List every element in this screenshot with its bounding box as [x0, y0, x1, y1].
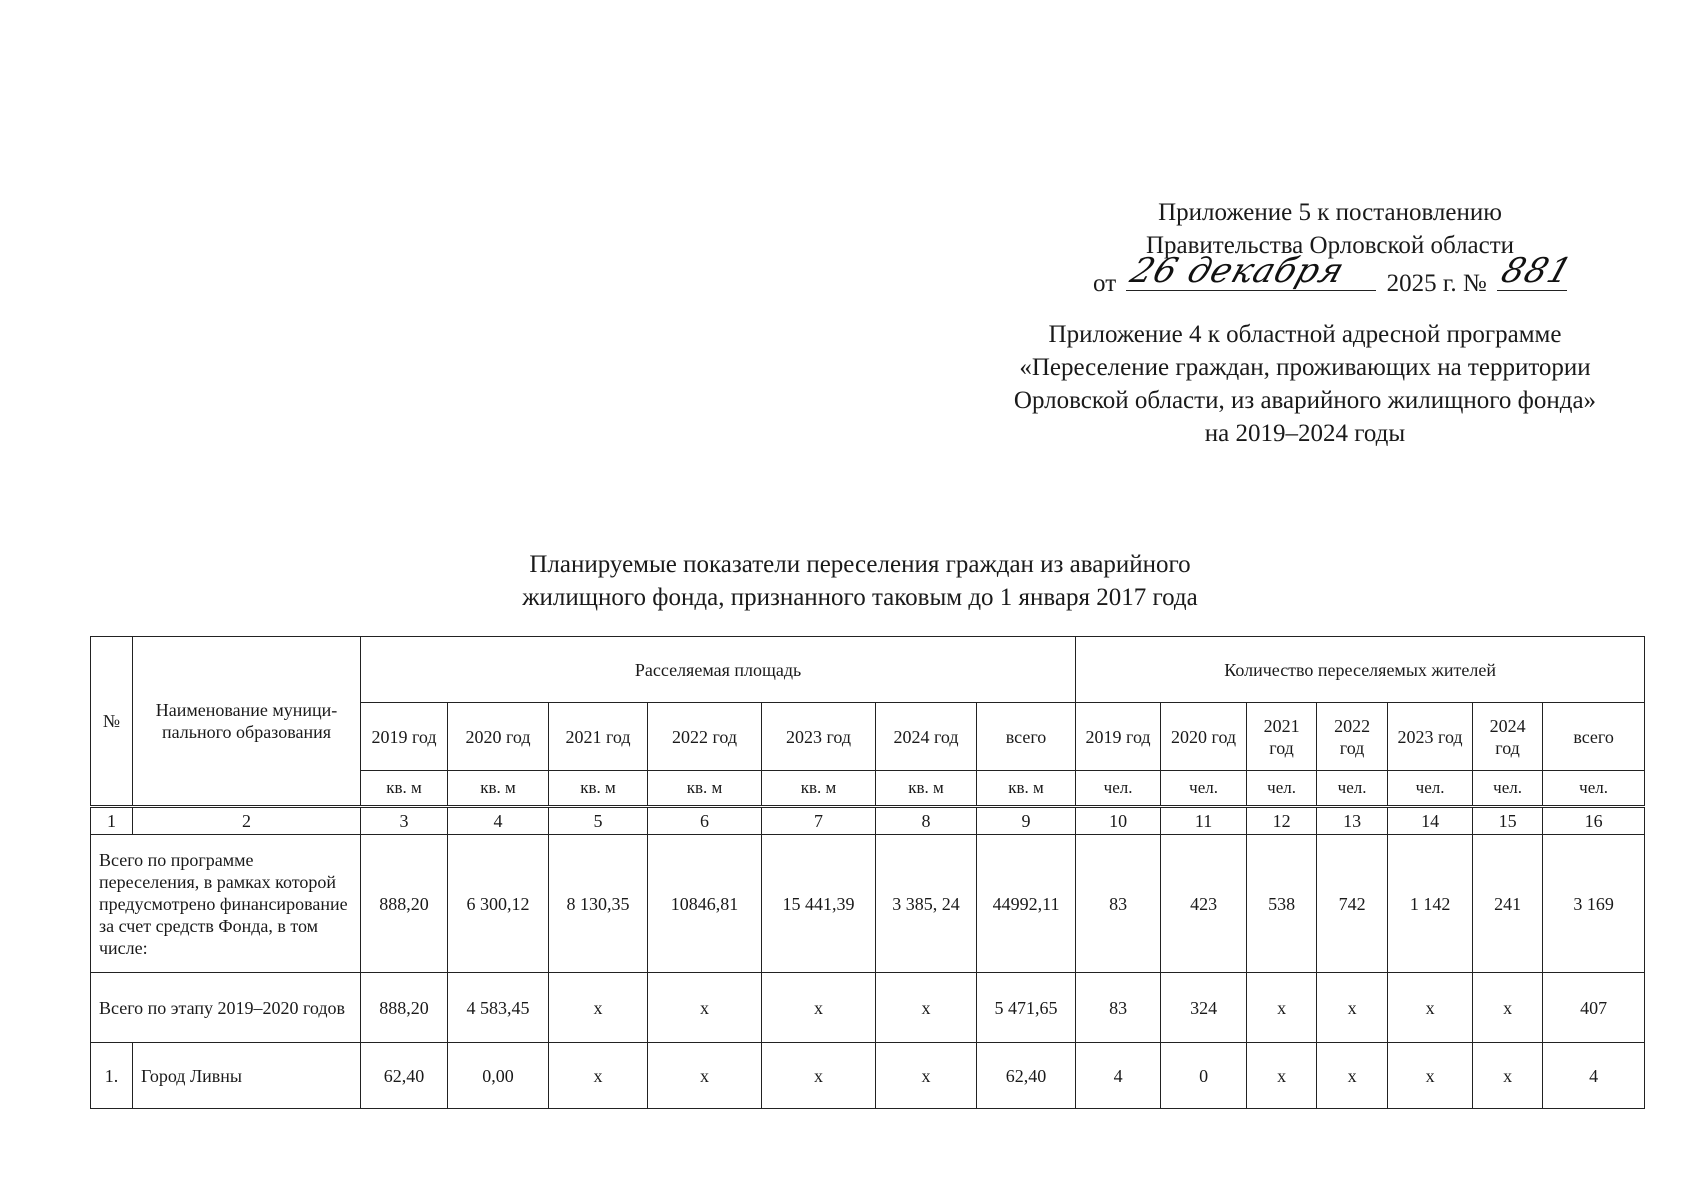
handwritten-number: 881 [1496, 251, 1578, 291]
table-cell: 324 [1161, 973, 1247, 1043]
column-number: 6 [648, 807, 762, 835]
table-cell: 4 [1543, 1043, 1645, 1109]
number-blank [1496, 251, 1578, 291]
indicators-table [90, 636, 1645, 1109]
table-cell: 62,40 [361, 1043, 448, 1109]
table-cell: 5 471,65 [977, 973, 1076, 1043]
column-number: 5 [549, 807, 648, 835]
table-cell: 888,20 [361, 835, 448, 973]
area-unit: кв. м [762, 771, 876, 807]
header-municipality: Наименование муници-пального образования [133, 637, 361, 807]
table-cell: 15 441,39 [762, 835, 876, 973]
table-cell: 0,00 [448, 1043, 549, 1109]
table-cell: х [1317, 973, 1388, 1043]
people-year-header: 2024 год [1473, 703, 1543, 771]
people-year-header: 2023 год [1388, 703, 1473, 771]
title-line2: жилищного фонда, признанного таковым до 1 января 2017 года [522, 584, 1198, 611]
people-year-header: 2021 год [1247, 703, 1317, 771]
people-unit: чел. [1247, 771, 1317, 807]
column-number: 4 [448, 807, 549, 835]
table-row [91, 835, 1645, 973]
area-unit: кв. м [977, 771, 1076, 807]
column-numbers-row [91, 807, 1645, 835]
people-total-header: всего [1543, 703, 1645, 771]
column-number: 16 [1543, 807, 1645, 835]
header-row-groups [91, 637, 1645, 703]
appendix5-header [1040, 196, 1620, 300]
appendix5-line2: Правительства Орловской области [1145, 232, 1515, 259]
people-year-header: 2019 год [1076, 703, 1161, 771]
area-year-header: 2019 год [361, 703, 448, 771]
table-cell: х [1388, 973, 1473, 1043]
table-cell: х [762, 1043, 876, 1109]
table-cell: 4 583,45 [448, 973, 549, 1043]
year-number-label: 2025 г. № [1386, 270, 1487, 297]
table-cell: 10846,81 [648, 835, 762, 973]
table-cell: 83 [1076, 973, 1161, 1043]
table-cell: 8 130,35 [549, 835, 648, 973]
row-number: 1. [91, 1043, 133, 1109]
table-cell: 742 [1317, 835, 1388, 973]
appendix4-line3: Орловской области, из аварийного жилищного фонда» [1013, 387, 1597, 414]
area-year-header: 2024 год [876, 703, 977, 771]
appendix4-line1: Приложение 4 к областной адресной программе [1048, 321, 1562, 348]
table-cell: х [648, 973, 762, 1043]
people-unit: чел. [1076, 771, 1161, 807]
column-number: 10 [1076, 807, 1161, 835]
column-number: 2 [133, 807, 361, 835]
column-number: 9 [977, 807, 1076, 835]
appendix5-line1: Приложение 5 к постановлению [1158, 199, 1502, 226]
area-total-header: всего [977, 703, 1076, 771]
people-unit: чел. [1161, 771, 1247, 807]
area-year-header: 2022 год [648, 703, 762, 771]
title-line1: Планируемые показатели переселения граждан из аварийного [529, 551, 1191, 578]
decree-date-line [1040, 251, 1620, 300]
header-people-group: Количество переселяемых жителей [1076, 637, 1645, 703]
column-number: 14 [1388, 807, 1473, 835]
column-number: 13 [1317, 807, 1388, 835]
area-unit: кв. м [648, 771, 762, 807]
table-cell: х [1317, 1043, 1388, 1109]
table-row [91, 973, 1645, 1043]
date-blank [1125, 251, 1376, 291]
table-cell: х [1247, 1043, 1317, 1109]
table-cell: х [876, 973, 977, 1043]
column-number: 15 [1473, 807, 1543, 835]
table-cell: 6 300,12 [448, 835, 549, 973]
table-cell: 0 [1161, 1043, 1247, 1109]
table-cell: х [549, 973, 648, 1043]
row-label: Город Ливны [133, 1043, 361, 1109]
table-cell: 888,20 [361, 973, 448, 1043]
people-unit: чел. [1388, 771, 1473, 807]
people-unit: чел. [1543, 771, 1645, 807]
people-unit: чел. [1317, 771, 1388, 807]
row-label: Всего по этапу 2019–2020 годов [91, 973, 361, 1043]
appendix4-line4: на 2019–2024 годы [1204, 420, 1406, 447]
table-cell: 44992,11 [977, 835, 1076, 973]
table-row [91, 1043, 1645, 1109]
table-cell: х [1473, 973, 1543, 1043]
appendix4-line2: «Переселение граждан, проживающих на территории [1019, 354, 1591, 381]
handwritten-date: 26 декабря [1125, 251, 1351, 291]
area-year-header: 2021 год [549, 703, 648, 771]
row-label: Всего по программе переселения, в рамках которой предусмотрено финансирование за счет средств Фонда, в том числе: [91, 835, 361, 973]
people-year-header: 2020 год [1161, 703, 1247, 771]
header-area-group: Расселяемая площадь [361, 637, 1076, 703]
column-number: 7 [762, 807, 876, 835]
table-cell: х [1247, 973, 1317, 1043]
table-cell: х [1388, 1043, 1473, 1109]
table-cell: х [1473, 1043, 1543, 1109]
table-cell: 83 [1076, 835, 1161, 973]
people-unit: чел. [1473, 771, 1543, 807]
table-cell: х [876, 1043, 977, 1109]
column-number: 8 [876, 807, 977, 835]
header-number: № [91, 637, 133, 807]
table-cell: 1 142 [1388, 835, 1473, 973]
appendix4-header [940, 318, 1670, 450]
table-cell: х [549, 1043, 648, 1109]
area-year-header: 2020 год [448, 703, 549, 771]
date-prefix: от [1093, 270, 1117, 297]
table-cell: 241 [1473, 835, 1543, 973]
column-number: 11 [1161, 807, 1247, 835]
area-unit: кв. м [361, 771, 448, 807]
table-cell: 538 [1247, 835, 1317, 973]
table-cell: 62,40 [977, 1043, 1076, 1109]
table-cell: 4 [1076, 1043, 1161, 1109]
table-cell: 3 169 [1543, 835, 1645, 973]
column-number: 3 [361, 807, 448, 835]
document-title [420, 548, 1300, 614]
table-cell: х [762, 973, 876, 1043]
area-unit: кв. м [549, 771, 648, 807]
table-cell: х [648, 1043, 762, 1109]
table-cell: 3 385, 24 [876, 835, 977, 973]
people-year-header: 2022 год [1317, 703, 1388, 771]
table-cell: 407 [1543, 973, 1645, 1043]
area-unit: кв. м [448, 771, 549, 807]
table-cell: 423 [1161, 835, 1247, 973]
column-number: 12 [1247, 807, 1317, 835]
column-number: 1 [91, 807, 133, 835]
area-unit: кв. м [876, 771, 977, 807]
area-year-header: 2023 год [762, 703, 876, 771]
